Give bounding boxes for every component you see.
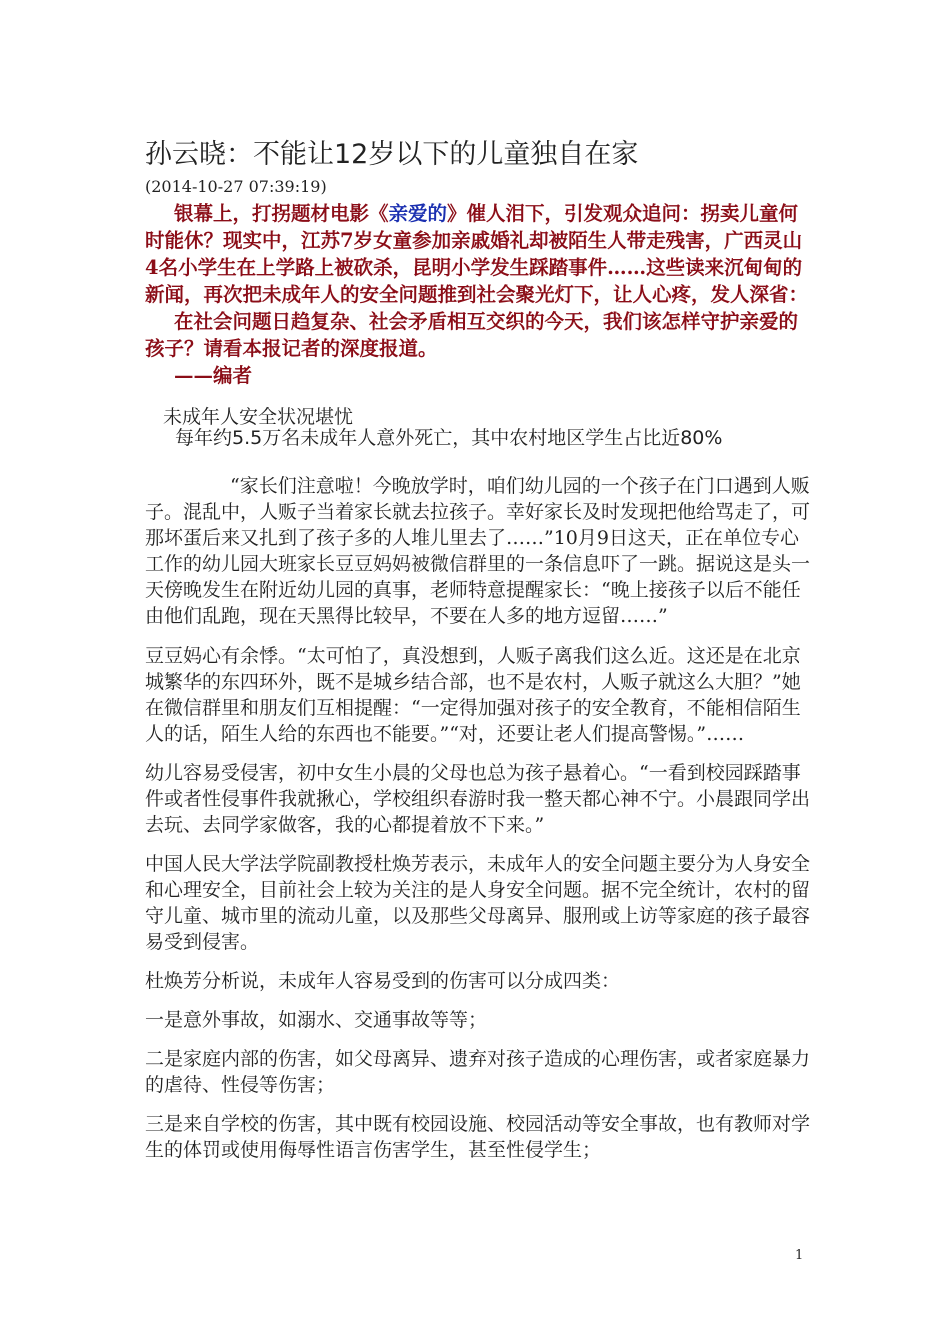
section-heading: 未成年人安全状况堪忧 — [163, 406, 354, 428]
editor-signature: ——编者 — [174, 364, 253, 387]
body-paragraph: 二是家庭内部的伤害，如父母离异、遗弃对孩子造成的心理伤害，或者家庭暴力的虐待、性侵等伤害； — [145, 1048, 811, 1096]
lead-headline: 每年约5.5万名未成年人意外死亡，其中农村地区学生占比近80% — [175, 427, 723, 449]
page-number: 1 — [795, 1248, 804, 1263]
editor-note-text-1a: 银幕上，打拐题材电影《 — [174, 202, 389, 225]
body-paragraph: 一是意外事故，如溺水、交通事故等等； — [145, 1009, 488, 1031]
editor-note-paragraph-1 — [145, 200, 815, 308]
editor-note-text-1b: 》催人泪下，引发观众追问：拐卖儿童何时能休？现实中，江苏7岁女童参加亲戚婚礼却被陌生人带走残害，广西灵山4名小学生在上学路上被砍杀，昆明小学发生踩踏事件……这些读来沉甸甸的新闻，再次把未成年人的安全问题推到社会聚光灯下，让人心疼，发人深省： — [145, 202, 809, 306]
publish-date: (2014-10-27 07:39:19) — [145, 177, 327, 196]
body-paragraph: 中国人民大学法学院副教授杜焕芳表示，未成年人的安全问题主要分为人身安全和心理安全，目前社会上较为关注的是人身安全问题。据不完全统计，农村的留守儿童、城市里的流动儿童，以及那些父母离异、服刑或上访等家庭的孩子最容易受到侵害。 — [145, 853, 811, 953]
body-paragraph: 幼儿容易受侵害，初中女生小晨的父母也总为孩子悬着心。“一看到校园踩踏事件或者性侵事件我就揪心，学校组织春游时我一整天都心神不宁。小晨跟同学出去玩、去同学家做客，我的心都提着放不下来。” — [145, 762, 811, 836]
movie-title-link[interactable]: 亲爱的 — [388, 202, 448, 225]
article-body — [145, 473, 815, 1176]
body-paragraph: “家长们注意啦！今晚放学时，咱们幼儿园的一个孩子在门口遇到人贩子。混乱中，人贩子当着家长就去拉孩子。幸好家长及时发现把他给骂走了，可那坏蛋后来又扎到了孩子多的人堆儿里去了……”10月9日这天，正在单位专心工作的幼儿园大班家长豆豆妈妈被微信群里的一条信息吓了一跳。据说这是头一天傍晚发生在附近幼儿园的真事，老师特意提醒家长：“晚上接孩子以后不能任由他们乱跑，现在天黑得比较早，不要在人多的地方逗留……” — [145, 475, 811, 627]
body-paragraph: 三是来自学校的伤害，其中既有校园设施、校园活动等安全事故，也有教师对学生的体罚或使用侮辱性语言伤害学生，甚至性侵学生； — [145, 1113, 811, 1161]
body-paragraph: 豆豆妈心有余悸。“太可怕了，真没想到，人贩子离我们这么近。这还是在北京城繁华的东四环外，既不是城乡结合部，也不是农村，人贩子就这么大胆？”她在微信群里和朋友们互相提醒：“一定得加强对孩子的安全教育，不能相信陌生人的话，陌生人给的东西也不能要。”“对，还要让老人们提高警惕。”…… — [145, 645, 801, 745]
editor-note-paragraph-2: 在社会问题日趋复杂、社会矛盾相互交织的今天，我们该怎样守护亲爱的孩子？请看本报记者的深度报道。 — [145, 310, 799, 360]
editor-note — [145, 200, 815, 389]
article-title: 孙云晓：不能让12岁以下的儿童独自在家 — [145, 139, 639, 170]
body-paragraph: 杜焕芳分析说，未成年人容易受到的伤害可以分成四类： — [145, 970, 621, 992]
